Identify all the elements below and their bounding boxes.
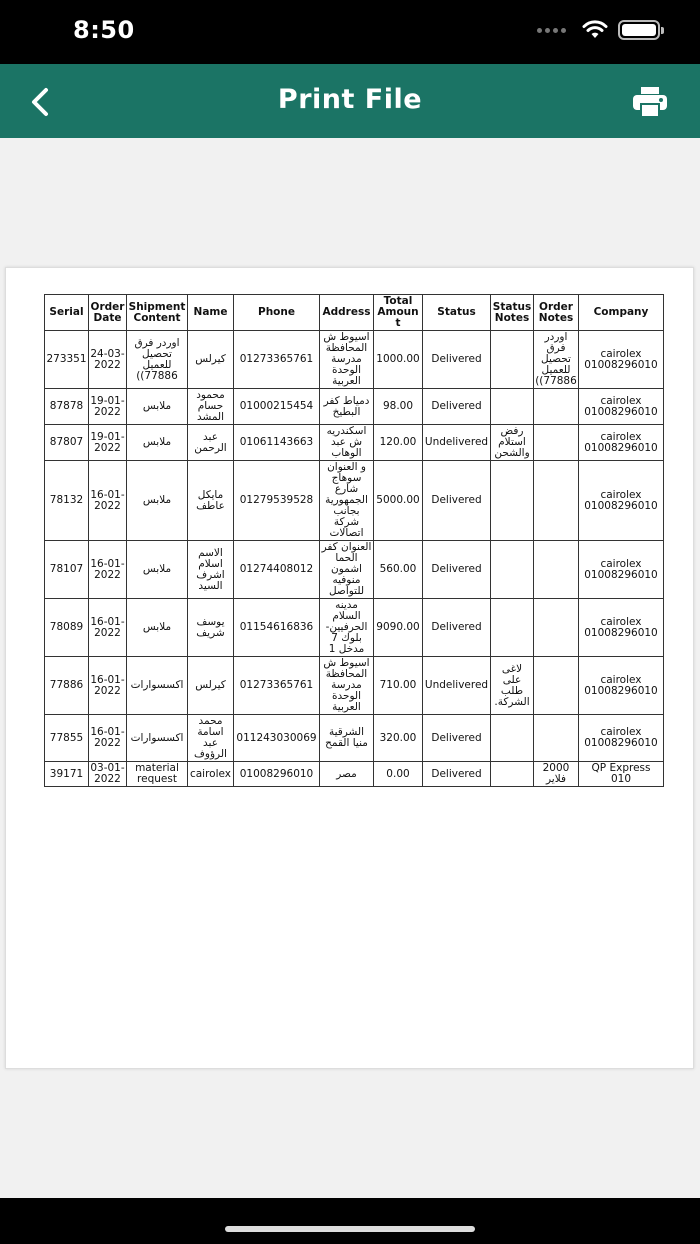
table-cell: 120.00: [374, 425, 423, 461]
table-cell: اسيوط ش المحافظة مدرسة الوحدة العربية: [320, 331, 374, 389]
table-row: [45, 389, 664, 425]
status-bar: [0, 0, 700, 64]
table-cell: محمود حسام المشد: [188, 389, 234, 425]
table-cell: [491, 715, 534, 762]
table-cell: اوردر فرق تحصيل للعميل 77886)): [535, 331, 577, 387]
table-cell: ملابس: [127, 461, 188, 541]
table-cell: 1000.00: [374, 331, 423, 389]
table-row: [45, 425, 664, 461]
table-cell: 87878: [45, 389, 89, 425]
table-cell: 01273365761: [234, 657, 320, 715]
table-cell: 87807: [45, 425, 89, 461]
table-cell: محمد اسامة عبد الرؤوف: [188, 715, 234, 762]
table-cell: مدينه السلام الحرفيين-بلوك 7 مدخل 1: [320, 599, 374, 657]
column-header: Name: [188, 295, 234, 331]
column-header: Phone: [234, 295, 320, 331]
table-cell: و العنوان سوهاج شارع الجمهورية بجانب شركة اتصالات: [320, 461, 374, 541]
table-cell: 24-03-2022: [89, 331, 127, 389]
table-cell: [534, 425, 579, 461]
table-cell: اسيوط ش المحافظة مدرسة الوحدة العربية: [320, 657, 374, 715]
home-bar-area: [0, 1198, 700, 1244]
table-cell: لاغى على طلب الشركة.: [491, 657, 534, 715]
table-cell: Delivered: [423, 762, 491, 787]
table-row: [45, 599, 664, 657]
table-cell: اكسسوارات: [127, 657, 188, 715]
table-cell: 0.00: [374, 762, 423, 787]
table-cell: 01000215454: [234, 389, 320, 425]
table-cell: رفض استلام والشحن: [491, 425, 534, 461]
table-cell: 320.00: [374, 715, 423, 762]
table-cell: [534, 389, 579, 425]
table-row: [45, 715, 664, 762]
table-cell: 560.00: [374, 541, 423, 599]
table-cell: 16-01-2022: [89, 715, 127, 762]
table-cell: [491, 389, 534, 425]
table-cell: cairolex 01008296010: [579, 541, 664, 599]
column-header: Total Amount: [374, 295, 423, 331]
column-header: Company: [579, 295, 664, 331]
table-cell: مصر: [320, 762, 374, 787]
table-cell: 78132: [45, 461, 89, 541]
table-cell: دمياط كفر البطيخ: [320, 389, 374, 425]
table-cell: cairolex 01008296010: [579, 599, 664, 657]
table-cell: Delivered: [423, 461, 491, 541]
table-cell: QP Express 010: [579, 762, 664, 787]
table-cell: 011243030069: [234, 715, 320, 762]
table-cell: مايكل عاطف: [188, 461, 234, 541]
table-cell: 78089: [45, 599, 89, 657]
table-cell: العنوان كفر الحما اشمون منوفيه للتواصل: [320, 541, 374, 599]
table-cell: 01274408012: [234, 541, 320, 599]
table-cell: 98.00: [374, 389, 423, 425]
status-time: 8:50: [73, 16, 135, 44]
table-row: [45, 657, 664, 715]
status-icons: [537, 20, 660, 40]
table-cell: 5000.00: [374, 461, 423, 541]
app-bar: [0, 64, 700, 138]
table-cell: 77886: [45, 657, 89, 715]
table-cell: [491, 331, 534, 389]
table-cell: cairolex 01008296010: [579, 331, 664, 389]
table-cell: 16-01-2022: [89, 657, 127, 715]
table-cell: Delivered: [423, 331, 491, 389]
table-cell: 78107: [45, 541, 89, 599]
table-cell: cairolex 01008296010: [579, 657, 664, 715]
table-cell: 2000 فلاير: [534, 762, 579, 787]
table-cell: [491, 762, 534, 787]
table-cell: 16-01-2022: [89, 599, 127, 657]
signal-icon: [537, 28, 566, 33]
table-row: [45, 461, 664, 541]
table-row: [45, 541, 664, 599]
table-cell: 19-01-2022: [89, 425, 127, 461]
table-cell: 273351: [45, 331, 89, 389]
table-cell: اسكندريه ش عبد الوهاب: [320, 425, 374, 461]
table-cell: cairolex 01008296010: [579, 425, 664, 461]
table-cell: [534, 541, 579, 599]
table-cell: عبد الرحمن: [188, 425, 234, 461]
table-cell: [534, 657, 579, 715]
table-row: [45, 331, 664, 389]
table-row: [45, 762, 664, 787]
table-cell: [491, 461, 534, 541]
table-cell: 01279539528: [234, 461, 320, 541]
table-cell: Delivered: [423, 599, 491, 657]
column-header: Order Notes: [534, 295, 579, 331]
table-cell: [491, 599, 534, 657]
wifi-icon: [582, 20, 608, 40]
table-cell: [534, 599, 579, 657]
table-cell: [534, 461, 579, 541]
table-cell: Undelivered: [423, 425, 491, 461]
table-cell: الاسم اسلام اشرف السيد: [188, 541, 234, 599]
column-header: Status: [423, 295, 491, 331]
table-cell: 19-01-2022: [89, 389, 127, 425]
column-header: Order Date: [89, 295, 127, 331]
table-cell: 39171: [45, 762, 89, 787]
table-cell: 16-01-2022: [89, 541, 127, 599]
table-cell: 01273365761: [234, 331, 320, 389]
column-header: Address: [320, 295, 374, 331]
table-cell: كيرلس: [188, 657, 234, 715]
table-cell: Delivered: [423, 389, 491, 425]
table-cell: [491, 541, 534, 599]
table-cell: 01061143663: [234, 425, 320, 461]
printer-icon: [632, 86, 668, 118]
table-cell: ملابس: [127, 425, 188, 461]
table-cell: كيرلس: [188, 331, 234, 389]
battery-icon: [618, 20, 660, 40]
table-cell: 03-01-2022: [90, 762, 125, 785]
table-cell: 01154616836: [234, 599, 320, 657]
table-cell: cairolex 01008296010: [579, 389, 664, 425]
table-body: [45, 331, 664, 787]
home-indicator[interactable]: [225, 1226, 475, 1232]
table-cell: يوسف شريف: [188, 599, 234, 657]
table-header-row: [45, 295, 664, 331]
table-cell: Undelivered: [423, 657, 491, 715]
table-cell: cairolex 01008296010: [579, 715, 664, 762]
page-title: Print File: [277, 84, 423, 115]
table-cell: 710.00: [374, 657, 423, 715]
table-cell: [534, 715, 579, 762]
print-button[interactable]: [630, 84, 670, 120]
table-cell: ملابس: [127, 541, 188, 599]
table-cell: 9090.00: [374, 599, 423, 657]
table-cell: Delivered: [423, 715, 491, 762]
column-header: Serial: [45, 295, 89, 331]
table-cell: ملابس: [127, 389, 188, 425]
table-cell: الشرقية منيا القمح: [320, 715, 374, 762]
table-cell: cairolex 01008296010: [579, 461, 664, 541]
print-preview-page: [5, 267, 694, 1069]
table-cell: cairolex: [188, 762, 234, 787]
table-cell: material request: [127, 762, 188, 787]
column-header: Shipment Content: [127, 295, 188, 331]
table-cell: ملابس: [127, 599, 188, 657]
orders-table: [44, 294, 664, 787]
table-cell: اوردر فرق تحصيل للعميل 77886)): [127, 331, 188, 389]
table-cell: 16-01-2022: [89, 461, 127, 541]
column-header: Status Notes: [491, 295, 534, 331]
table-cell: 01008296010: [234, 762, 320, 787]
table-cell: Delivered: [423, 541, 491, 599]
table-cell: اكسسوارات: [127, 715, 188, 762]
table-cell: 77855: [45, 715, 89, 762]
